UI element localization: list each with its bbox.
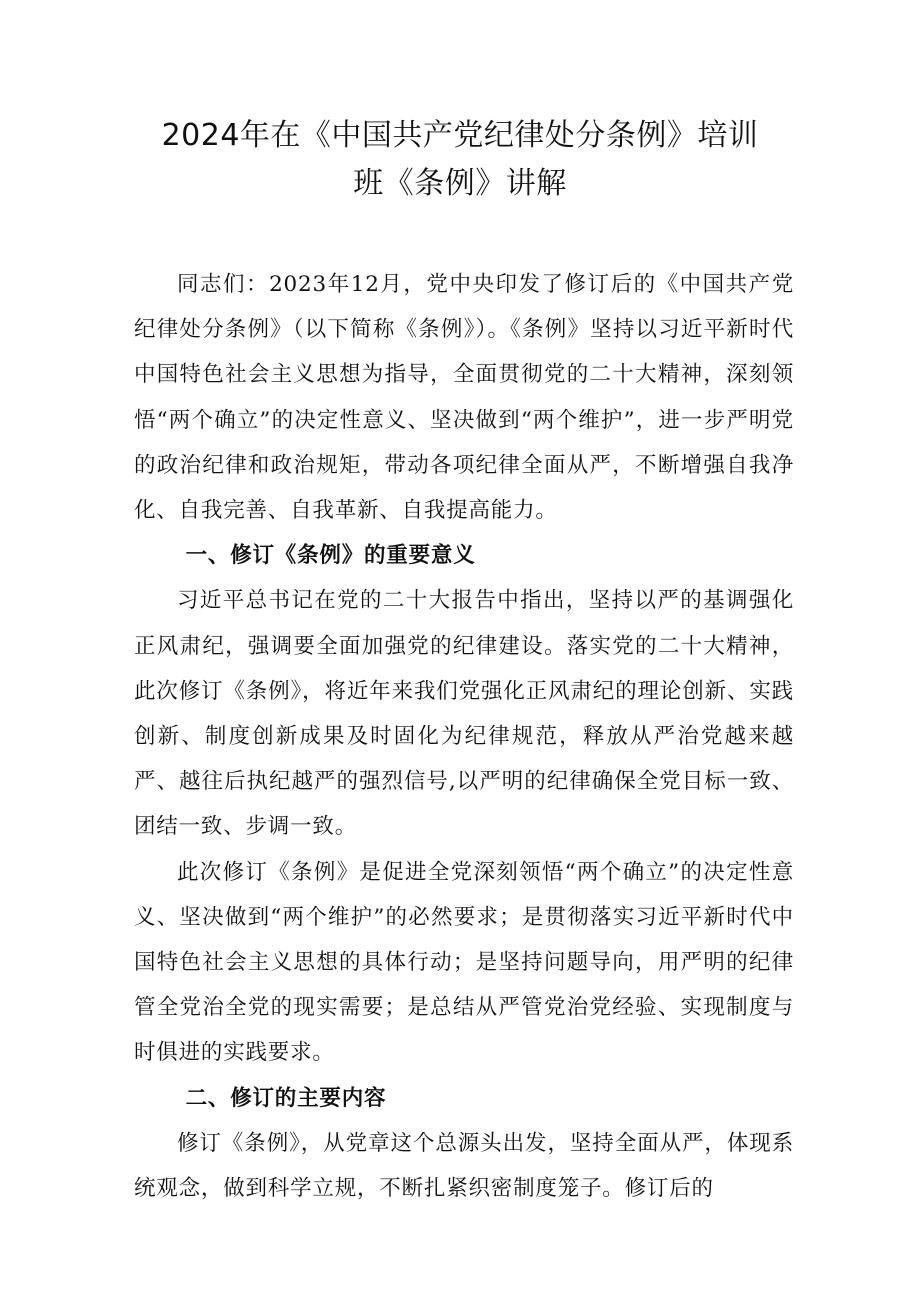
section-heading-2: 二、修订的主要内容 bbox=[185, 1085, 387, 1111]
paragraph-significance-1: 习近平总书记在党的二十大报告中指出，坚持以严的基调强化正风肃纪，强调要全面加强党的纪律建设。落实党的二十大精神，此次修订《条例》，将近年来我们党强化正风肃纪的理论创新、实践创新、制度创新成果及时固化为纪律规范，释放从严治党越来越严、越往后执纪越严的强烈信号,以严明的纪律确保全党目标一致、团结一致、步调一致。 bbox=[134, 588, 794, 840]
title-line-2: 班《条例》讲解 bbox=[353, 166, 567, 201]
title-line-1: 2024年在《中国共产党纪律处分条例》培训 bbox=[161, 118, 759, 153]
paragraph-intro: 同志们：2023年12月，党中央印发了修订后的《中国共产党纪律处分条例》（以下简称《条例》）。《条例》坚持以习近平新时代中国特色社会主义思想为指导，全面贯彻党的二十大精神，深刻领悟“两个确立”的决定性意义、坚决做到“两个维护”，进一步严明党的政治纪律和政治规矩，带动各项纪律全面从严，不断增强自我净化、自我完善、自我革新、自我提高能力。 bbox=[134, 272, 794, 524]
section-heading-1: 一、修订《条例》的重要意义 bbox=[185, 543, 476, 569]
document-body bbox=[134, 262, 794, 1211]
paragraph-content: 修订《条例》，从党章这个总源头出发，坚持全面从严，体现系统观念，做到科学立规，不断扎紧织密制度笼子。修订后的 bbox=[134, 1130, 794, 1202]
paragraph-significance-2: 此次修订《条例》是促进全党深刻领悟“两个确立”的决定性意义、坚决做到“两个维护”的必然要求；是贯彻落实习近平新时代中国特色社会主义思想的具体行动；是坚持问题导向，用严明的纪律管全党治全党的现实需要；是总结从严管党治党经验、实现制度与时俱进的实践要求。 bbox=[134, 859, 794, 1066]
document-title bbox=[140, 112, 780, 208]
